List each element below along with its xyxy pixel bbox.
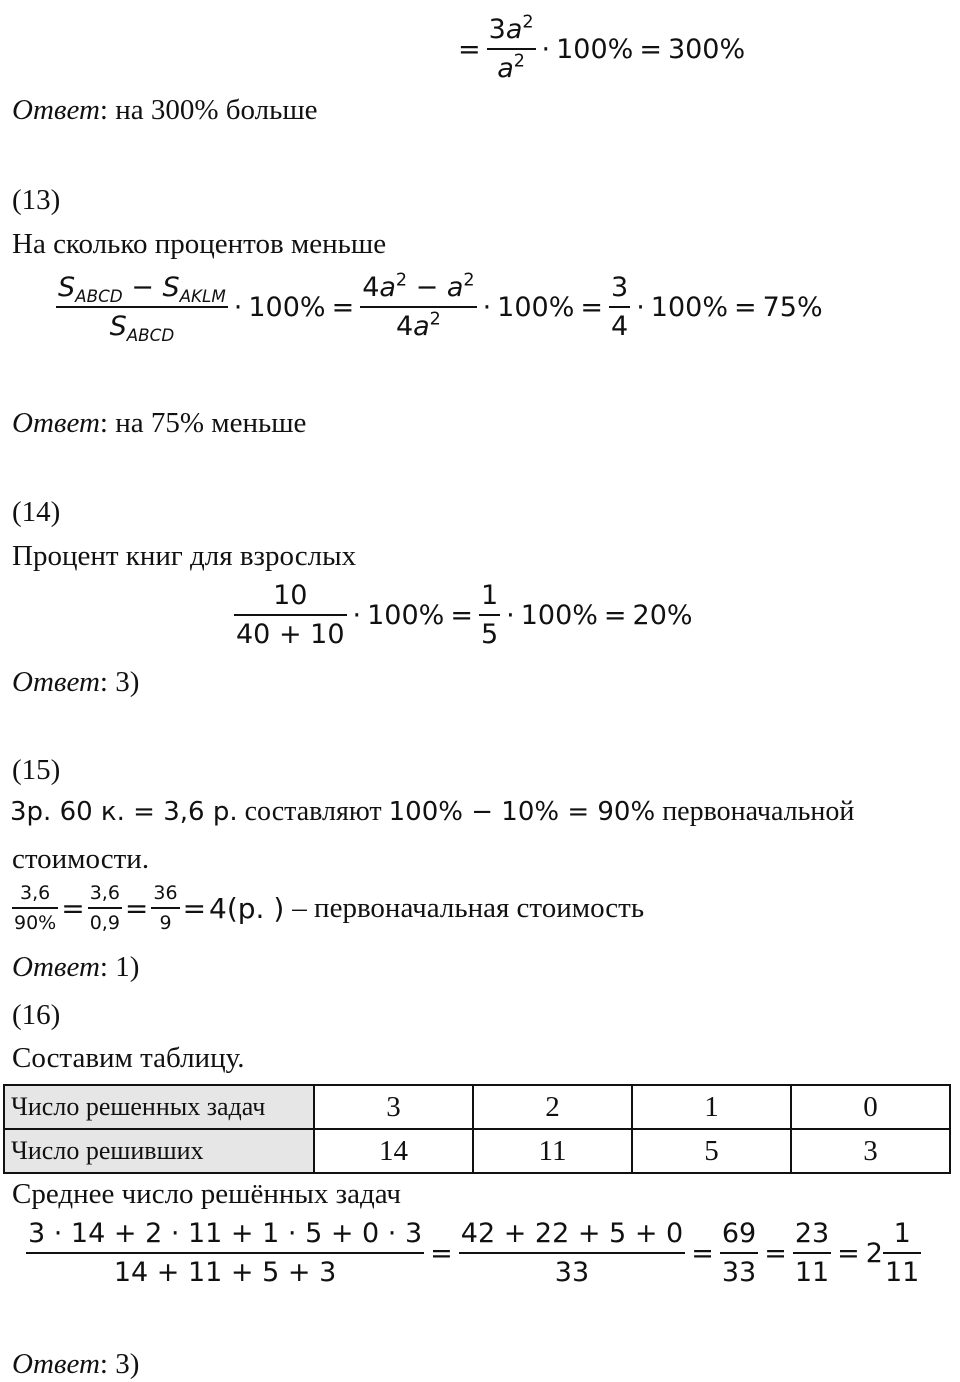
table-row [4,1085,950,1129]
answer-p16: Ответ: 3) [12,1348,140,1380]
formula-p14: 10 40 + 10 · 100% = 1 5 · 100% = 20% [236,580,693,650]
table-cell: 3 [314,1085,473,1129]
table-cell: 3 [791,1129,950,1173]
formula-p15: 3,6 90% = 3,6 0,9 = 36 9 = 4(р. ) – первоначальная стоимость [14,882,645,934]
problem-16-intro: Составим таблицу. [12,1042,245,1074]
answer-p12: Ответ: на 300% больше [12,94,318,126]
average-label: Среднее число решённых задач [12,1178,402,1210]
problem-question-13: На сколько процентов меньше [12,228,387,260]
problem-number-15: (15) [12,754,61,786]
table-cell: 2 [473,1085,632,1129]
answer-p14: Ответ: 3) [12,666,140,698]
answer-p15: Ответ: 1) [12,951,140,983]
answer-label: Ответ [12,94,100,126]
formula-p13: $S_{ABCD} - S_{AKLM}$ $S_{ABCD}$ · 100% = $4a^2 - a^2$ $4a^2$ · 100% = 3 4 · 100% = 75% [58,270,823,345]
data-table [3,1084,951,1174]
table-row-label: Число решивших [4,1129,314,1173]
problem-question-14: Процент книг для взрослых [12,540,357,572]
problem-number-14: (14) [12,496,61,528]
table-cell: 11 [473,1129,632,1173]
table-cell: 1 [632,1085,791,1129]
formula-p16: 3 · 14 + 2 · 11 + 1 · 5 + 0 · 3 14 + 11 + 5 + 3 = 42 + 22 + 5 + 0 33 = 69 33 = 23 11 = 2 1 11 [28,1218,920,1288]
formula-p12: = $3a^2$ $a^2$ · 100% = 300% [458,12,746,84]
answer-p13: Ответ: на 75% меньше [12,407,307,439]
problem-number-13: (13) [12,184,61,216]
problem-15-line1: 3р. 60 к. = 3,6 р. составляют 100% − 10% = 90% первоначальной [10,796,855,827]
table-row [4,1129,950,1173]
problem-number-16: (16) [12,999,61,1031]
table-cell: 5 [632,1129,791,1173]
table-cell: 0 [791,1085,950,1129]
table-row-label: Число решенных задач [4,1085,314,1129]
table-cell: 14 [314,1129,473,1173]
problem-15-line2: стоимости. [12,843,150,875]
